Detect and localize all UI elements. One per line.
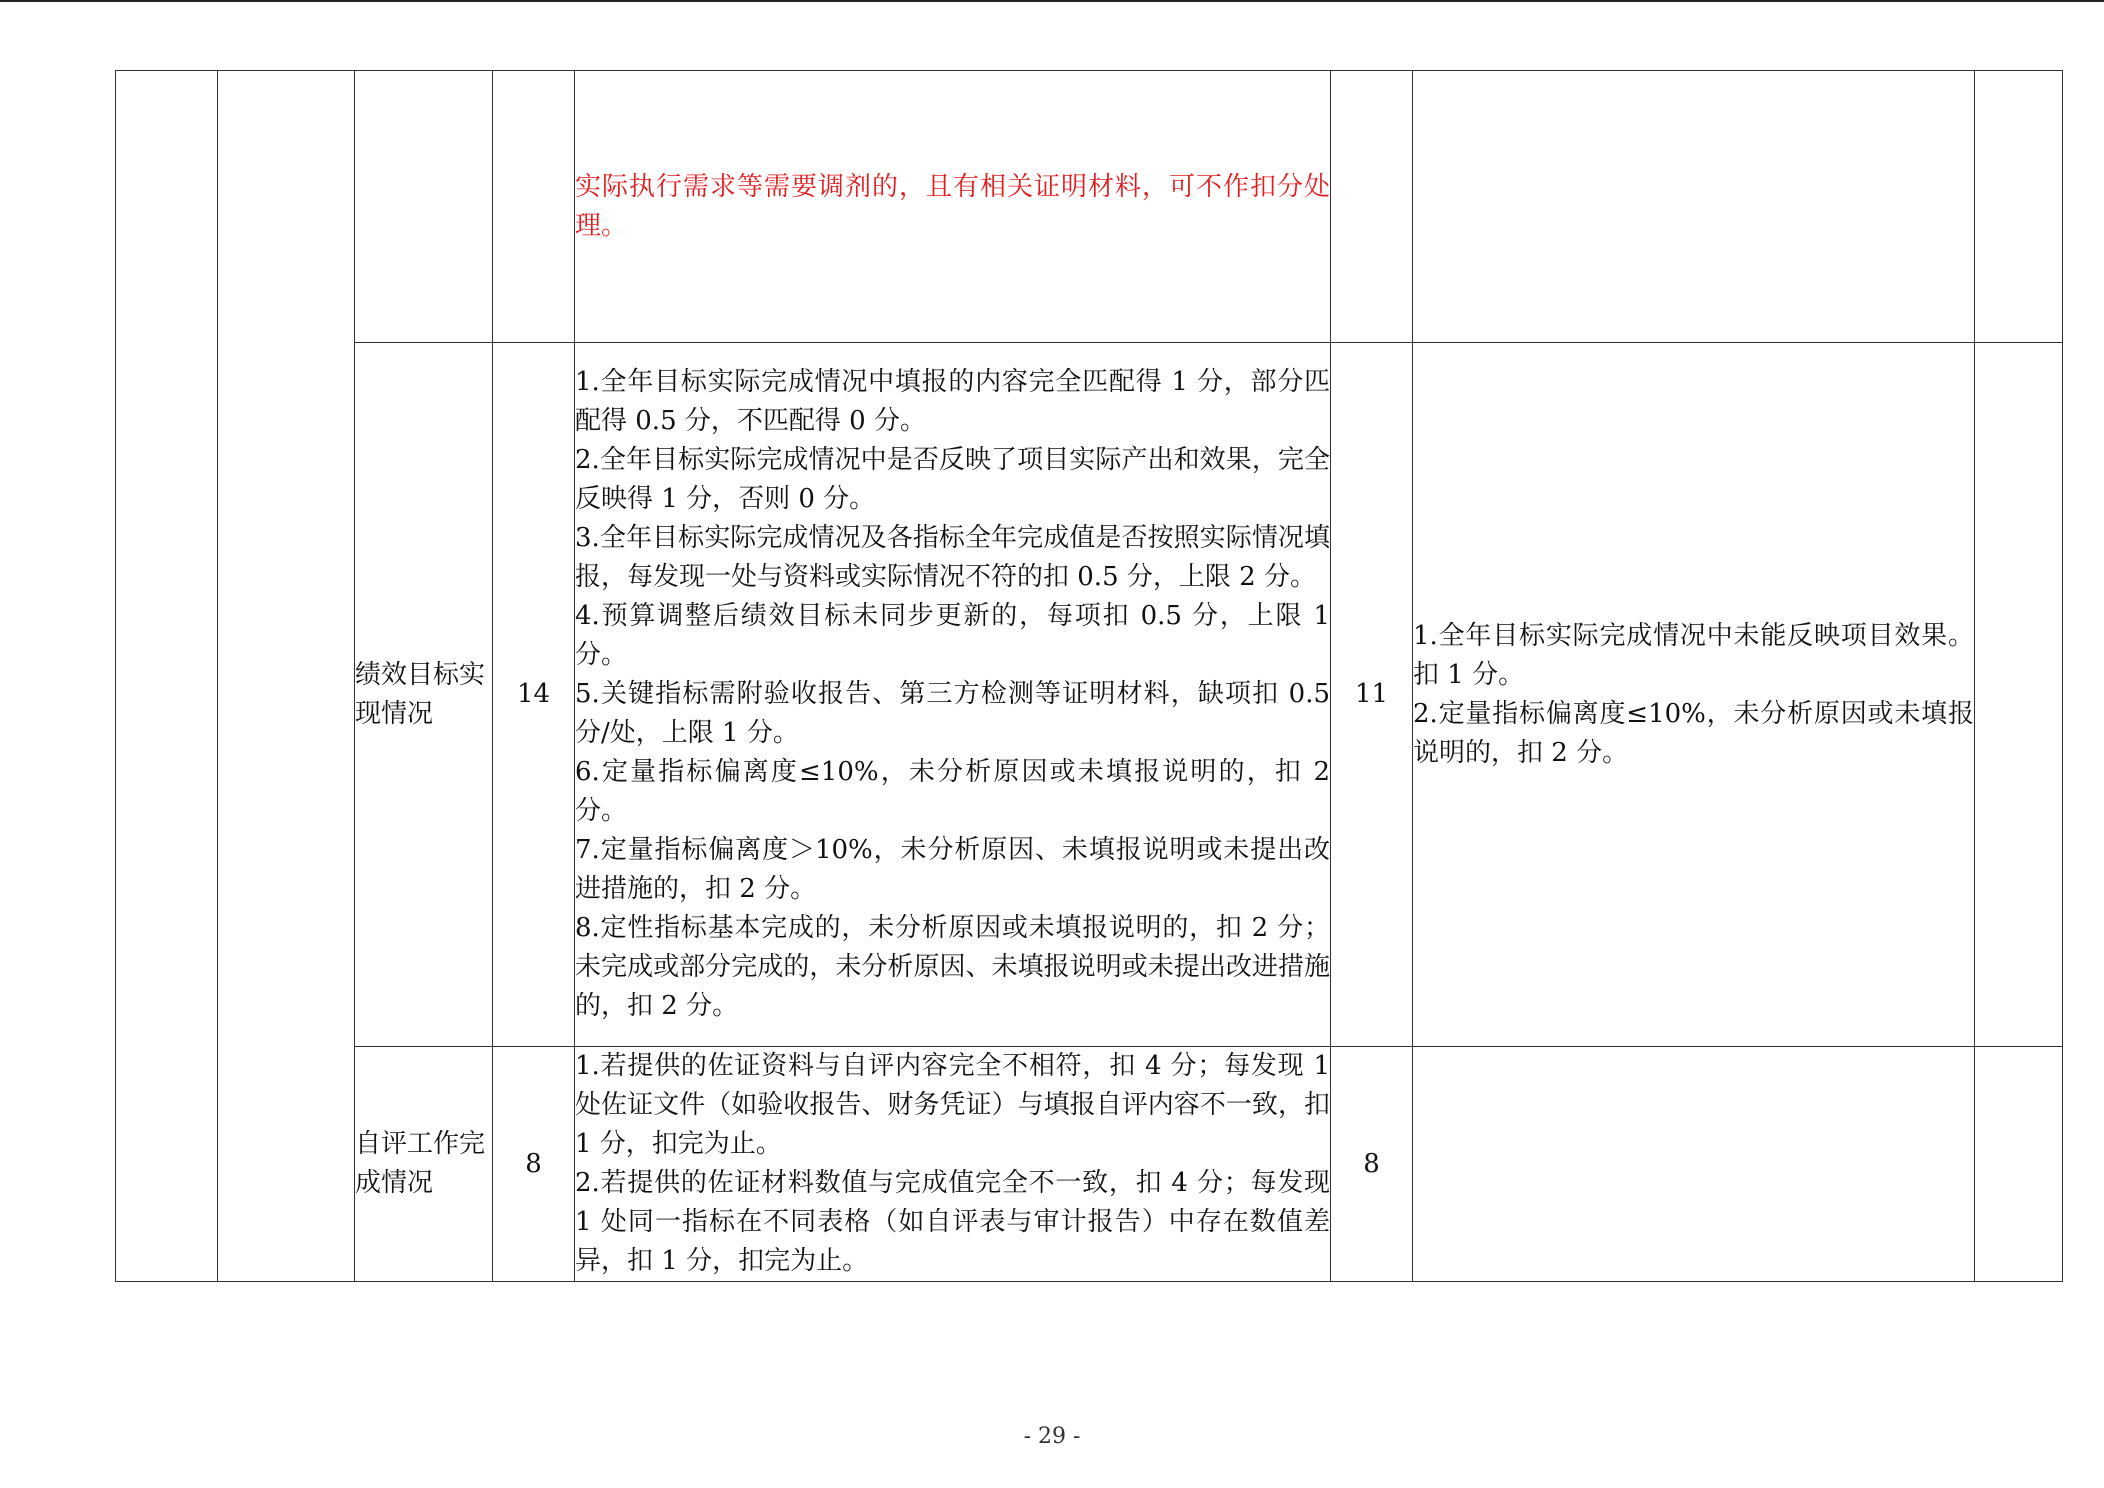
criteria-line: 2.全年目标实际完成情况中是否反映了项目实际产出和效果，完全反映得 1 分，否则 0 分。 — [575, 445, 1330, 514]
cell-remarks-self-evaluation — [1975, 1047, 2063, 1282]
cell-indicator-performance-goal: 绩效目标实现情况 — [355, 343, 493, 1047]
cell-deduction-performance-goal — [1413, 343, 1975, 1047]
cell-max-score-continued — [493, 71, 575, 343]
cell-criteria-performance-goal — [575, 343, 1331, 1047]
criteria-line: 5.关键指标需附验收报告、第三方检测等证明材料，缺项扣 0.5 分/处，上限 1 分。 — [575, 679, 1330, 748]
cell-secondary-category — [218, 71, 355, 1282]
cell-deduction-self-evaluation — [1413, 1047, 1975, 1282]
criteria-line: 6.定量指标偏离度≤10%，未分析原因或未填报说明的，扣 2 分。 — [575, 757, 1330, 826]
cell-score-self-evaluation: 8 — [1331, 1047, 1413, 1282]
cell-indicator-continued — [355, 71, 493, 343]
cell-primary-category — [116, 71, 218, 1282]
criteria-line: 实际执行需求等需要调剂的，且有相关证明材料，可不作扣分处理。 — [575, 171, 1330, 241]
criteria-line: 2.若提供的佐证材料数值与完成值完全不一致，扣 4 分；每发现 1 处同一指标在不同表格（如自评表与审计报告）中存在数值差异，扣 1 分，扣完为止。 — [575, 1168, 1330, 1276]
cell-max-score-self-evaluation: 8 — [493, 1047, 575, 1282]
table-row-self-evaluation — [116, 1047, 2063, 1282]
deduction-line: 1.全年目标实际完成情况中未能反映项目效果。扣 1 分。 — [1413, 620, 1974, 690]
cell-remarks-continued — [1975, 71, 2063, 343]
criteria-line: 3.全年目标实际完成情况及各指标全年完成值是否按照实际情况填报，每发现一处与资料或实际情况不符的扣 0.5 分，上限 2 分。 — [575, 523, 1330, 592]
criteria-line: 1.若提供的佐证资料与自评内容完全不相符，扣 4 分；每发现 1 处佐证文件（如验收报告、财务凭证）与填报自评内容不一致，扣 1 分，扣完为止。 — [575, 1051, 1330, 1159]
cell-deduction-continued — [1413, 71, 1975, 343]
deduction-line: 2.定量指标偏离度≤10%，未分析原因或未填报说明的，扣 2 分。 — [1413, 698, 1974, 768]
cell-criteria-self-evaluation — [575, 1047, 1331, 1282]
criteria-line: 7.定量指标偏离度＞10%，未分析原因、未填报说明或未提出改进措施的，扣 2 分。 — [575, 835, 1330, 904]
cell-max-score-performance-goal: 14 — [493, 343, 575, 1047]
cell-score-performance-goal: 11 — [1331, 343, 1413, 1047]
page-top-rule — [0, 0, 2104, 2]
evaluation-score-table — [115, 70, 2063, 1282]
table-row-performance-goal — [116, 343, 2063, 1047]
criteria-line: 1.全年目标实际完成情况中填报的内容完全匹配得 1 分，部分匹配得 0.5 分，不匹配得 0 分。 — [575, 367, 1330, 436]
table-row-continued — [116, 71, 2063, 343]
cell-score-continued — [1331, 71, 1413, 343]
criteria-line: 4.预算调整后绩效目标未同步更新的，每项扣 0.5 分，上限 1 分。 — [575, 601, 1330, 670]
cell-criteria-continued — [575, 71, 1331, 343]
cell-indicator-self-evaluation: 自评工作完成情况 — [355, 1047, 493, 1282]
cell-remarks-performance-goal — [1975, 343, 2063, 1047]
page-number: - 29 - — [1023, 1424, 1081, 1449]
criteria-line: 8.定性指标基本完成的，未分析原因或未填报说明的，扣 2 分；未完成或部分完成的，未分析原因、未填报说明或未提出改进措施的，扣 2 分。 — [575, 913, 1330, 1021]
